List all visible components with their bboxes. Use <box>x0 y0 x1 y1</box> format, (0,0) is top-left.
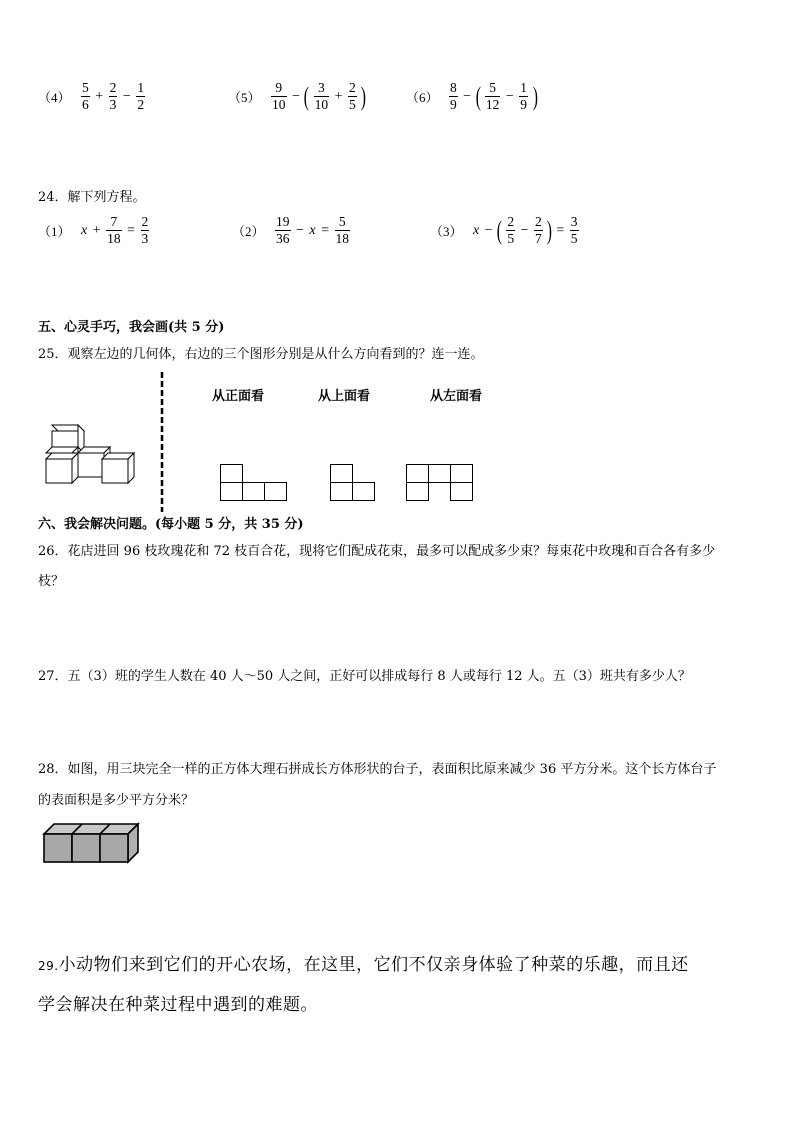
q25-view-grid-1 <box>220 464 287 501</box>
q24-item-1: （1） x + $\frac{7}{18}$ = $\frac{2}{3}$ <box>38 214 149 246</box>
q28-line-2: 的表面积是多少平方分米？ <box>38 793 195 808</box>
item-label: （3） <box>430 224 463 239</box>
q24-item-3: （3） x − ( $\frac{2}{5}$ − $\frac{2}{7}$ ) = $\frac{3}{5}$ <box>430 214 578 246</box>
q28-cube-figure <box>44 824 140 862</box>
q25-solid-figure <box>40 425 150 491</box>
fraction: $\frac{1}{2}$ <box>137 80 145 112</box>
q26-line-2: 枝？ <box>38 574 65 589</box>
fraction: $\frac{8}{9}$ <box>450 80 457 112</box>
fraction: $\frac{7}{18}$ <box>107 214 121 246</box>
q25-view-label-front: 从正面看 <box>212 389 265 404</box>
fraction: $\frac{3}{10}$ <box>314 80 329 112</box>
fraction: $\frac{9}{10}$ <box>272 80 286 112</box>
q25-dashed-divider <box>160 372 164 512</box>
q23-item-4: （4） $\frac{5}{6}$ + $\frac{2}{3}$ − $\frac{1}{2}$ <box>38 80 145 112</box>
q25-text: 25．观察左边的几何体，右边的三个图形分别是从什么方向看到的？连一连。 <box>38 347 484 362</box>
fraction: $\frac{5}{18}$ <box>335 214 350 246</box>
q27-text: 27．五（3）班的学生人数在 40 人～50 人之间，正好可以排成每行 8 人或每行 12 人。五（3）班共有多少人？ <box>38 669 691 684</box>
q24-title: 24．解下列方程。 <box>38 190 146 205</box>
q25-view-grid-2 <box>330 464 375 501</box>
fraction: $\frac{19}{36}$ <box>276 214 290 246</box>
item-label: （2） <box>232 224 265 239</box>
q28-line-1: 28．如图，用三块完全一样的正方体大理石拼成长方体形状的台子，表面积比原来减少 36 平方分米。这个长方体台子 <box>38 762 717 777</box>
q25-view-label-left: 从左面看 <box>430 389 483 404</box>
q29-line-2: 学会解决在种菜过程中遇到的难题。 <box>38 995 318 1015</box>
item-label: （6） <box>406 90 439 105</box>
q29-line-1: 29.小动物们来到它们的开心农场，在这里，它们不仅亲身体验了种菜的乐趣，而且还 <box>38 955 689 975</box>
fraction: $\frac{2}{5}$ <box>507 214 515 246</box>
q26-line-1: 26．花店进回 96 枝玫瑰花和 72 枝百合花，现将它们配成花束，最多可以配成多少束？每束花中玫瑰和百合各有多少 <box>38 544 716 559</box>
q23-item-5: （5） $\frac{9}{10}$ − ( $\frac{3}{10}$ + $\frac{2}{5}$ ) <box>228 80 367 112</box>
q25-view-label-top: 从上面看 <box>318 389 371 404</box>
fraction: $\frac{2}{5}$ <box>349 80 356 112</box>
q24-item-2: （2） $\frac{19}{36}$ − x = $\frac{5}{18}$ <box>232 214 350 246</box>
fraction: $\frac{1}{9}$ <box>520 80 527 112</box>
fraction: $\frac{5}{12}$ <box>485 80 500 112</box>
fraction: $\frac{2}{3}$ <box>109 80 117 112</box>
q29-number: 29. <box>38 959 59 973</box>
fraction: $\frac{2}{7}$ <box>534 214 542 246</box>
section-6-heading: 六、我会解决问题。(每小题 5 分，共 35 分) <box>38 517 304 532</box>
fraction: $\frac{2}{3}$ <box>141 214 149 246</box>
fraction: $\frac{3}{5}$ <box>570 214 578 246</box>
section-5-heading: 五、心灵手巧，我会画(共 5 分) <box>38 320 225 335</box>
q25-view-grid-3 <box>406 464 473 501</box>
fraction: $\frac{5}{6}$ <box>82 80 89 112</box>
q23-item-6: （6） $\frac{8}{9}$ − ( $\frac{5}{12}$ − $\frac{1}{9}$ ) <box>406 80 538 112</box>
item-label: （5） <box>228 90 261 105</box>
item-label: （1） <box>38 224 71 239</box>
item-label: （4） <box>38 90 71 105</box>
